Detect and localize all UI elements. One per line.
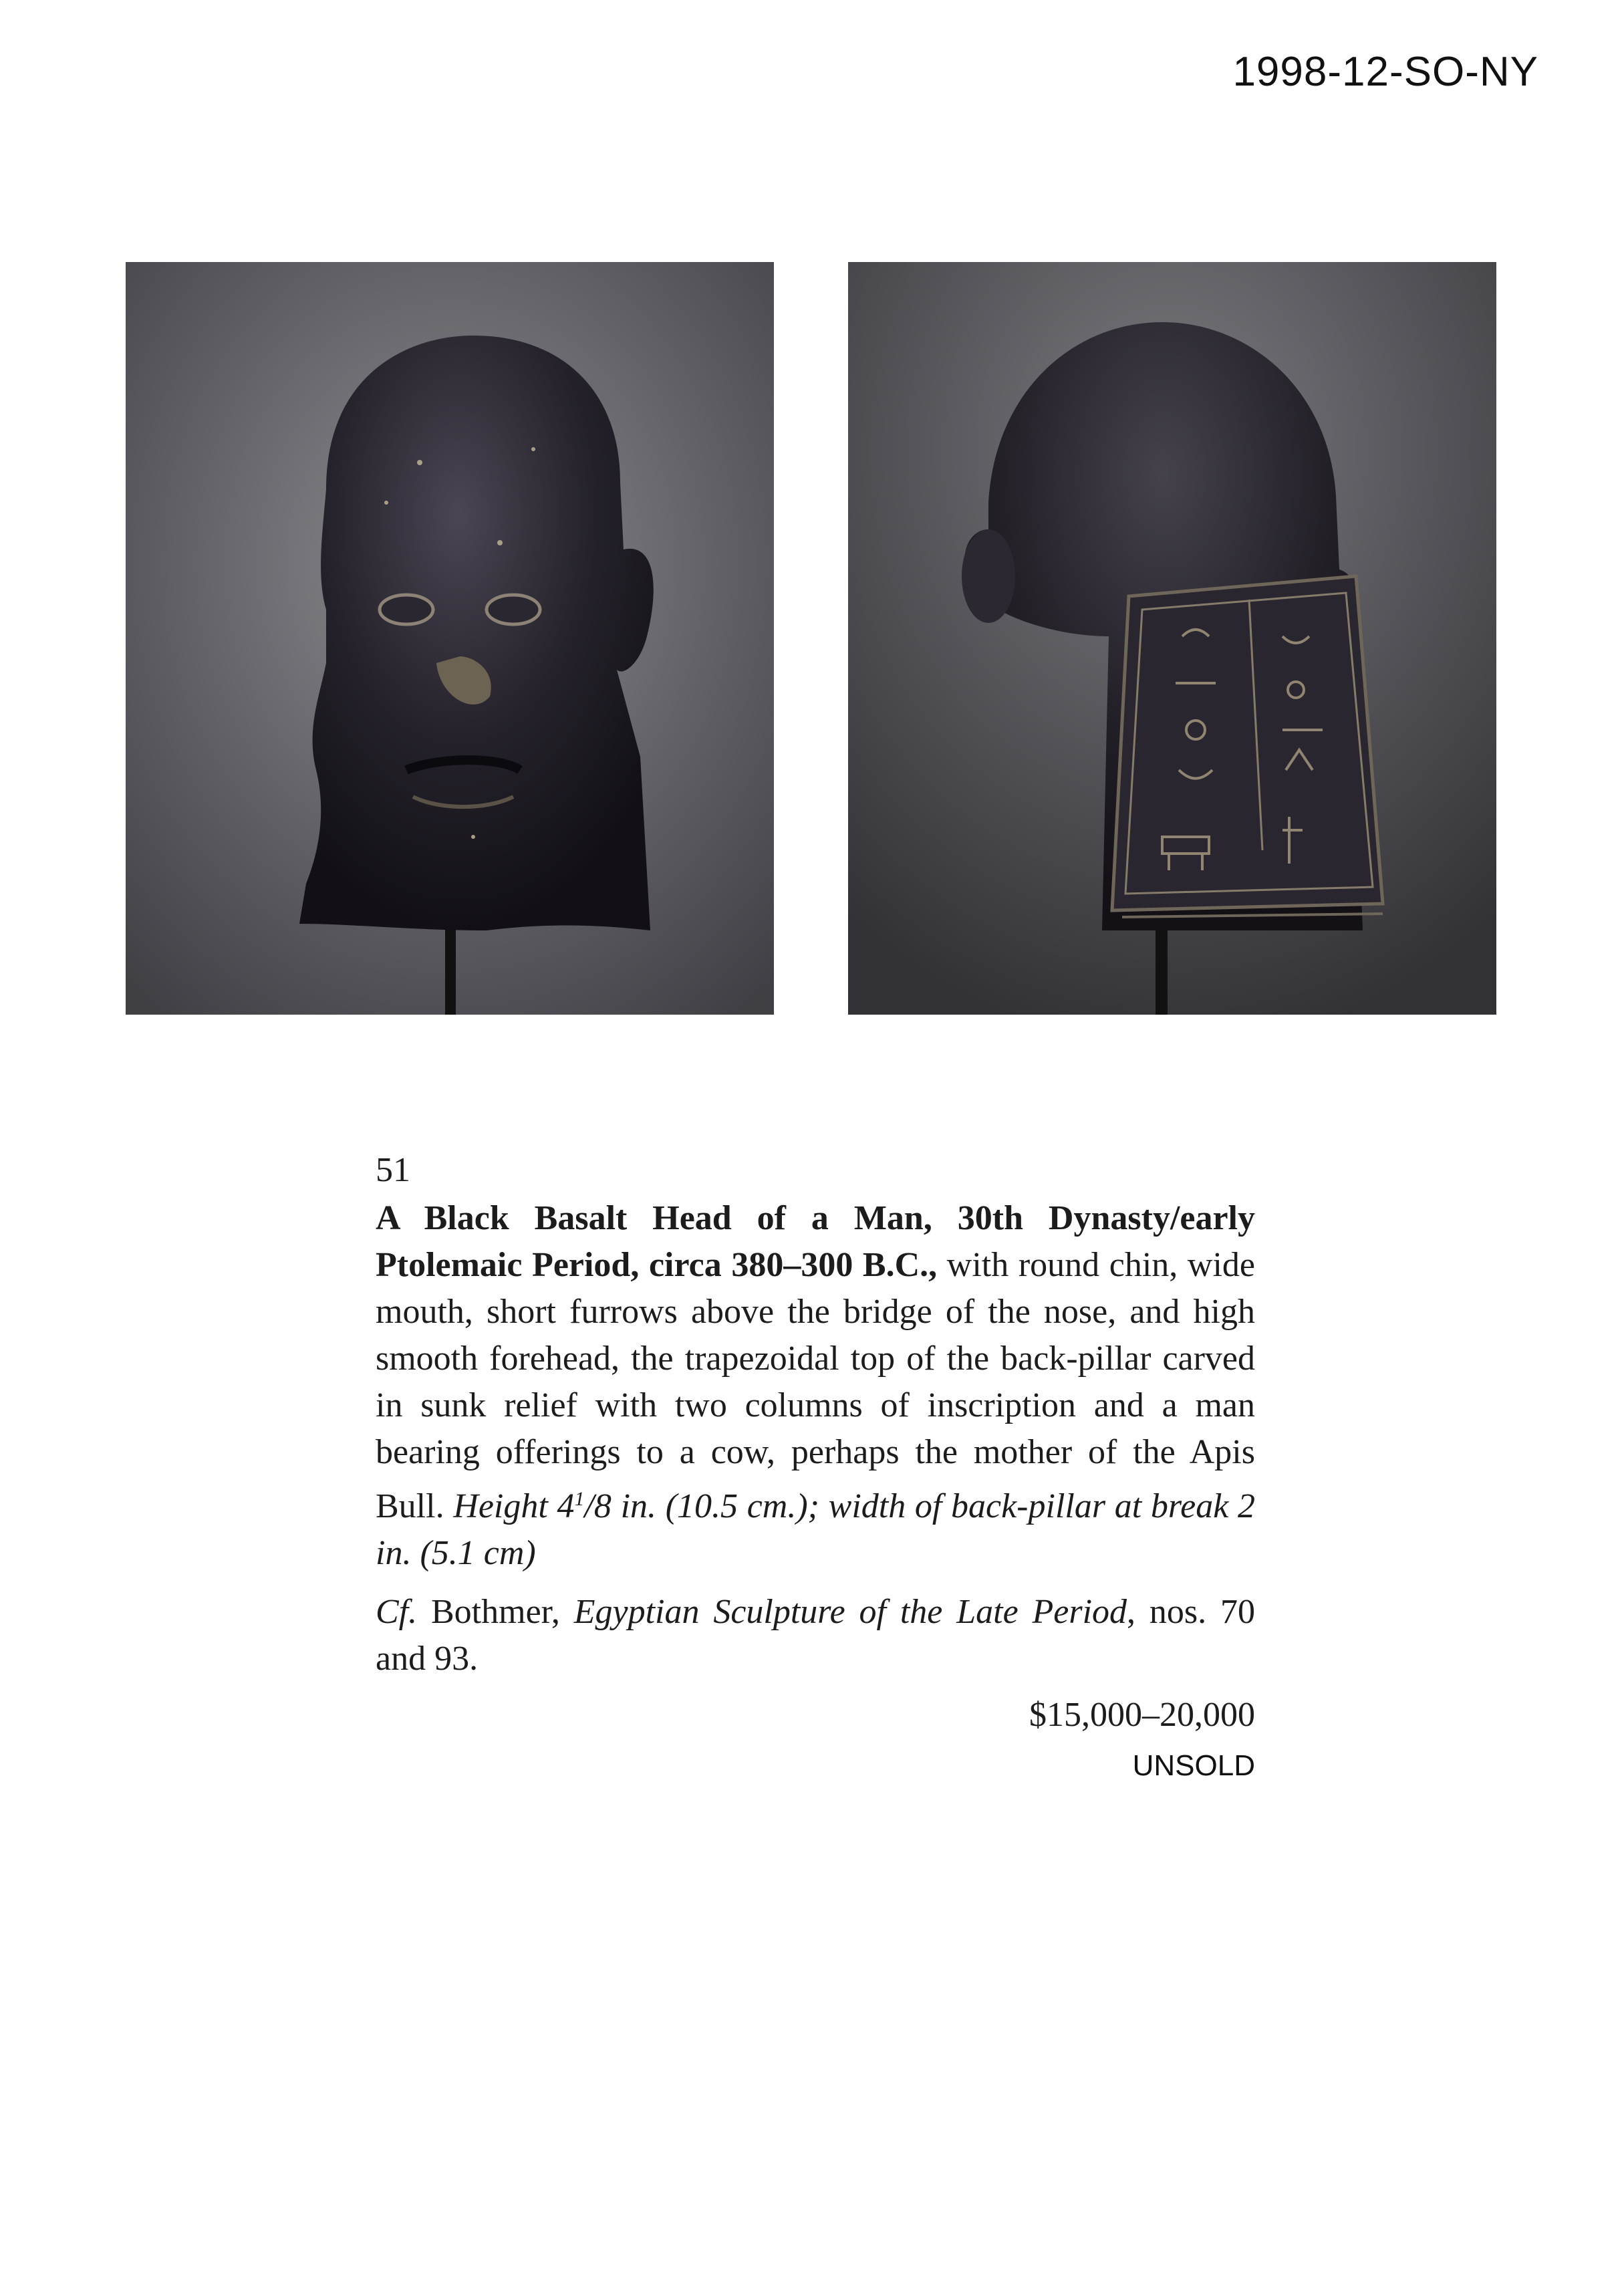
reference-work-title: Egyptian Sculpture of the Late Period bbox=[573, 1593, 1127, 1631]
catalog-entry bbox=[376, 1147, 1255, 1789]
head-back-image bbox=[848, 262, 1496, 1015]
lot-dimensions-height: Height 4 bbox=[453, 1487, 575, 1525]
sale-result: UNSOLD bbox=[1132, 1749, 1255, 1782]
literature-reference bbox=[376, 1589, 1255, 1682]
lot-dimensions-rest: in. (10.5 cm.); width of back-pillar at break 2 in. (5.1 cm) bbox=[376, 1487, 1256, 1572]
lot-description bbox=[376, 1195, 1255, 1577]
estimate: $15,000–20,000 bbox=[1029, 1696, 1255, 1734]
lot-number: 51 bbox=[376, 1151, 410, 1189]
lot-description-text: with round chin, wide mouth, short furrows above the bridge of the nose, and high smooth forehead, the trapezoidal top of the back-pillar carved in sunk relief with two columns of inscription and a man bearing offerings to a cow, perhaps the mother of the Apis Bull. bbox=[376, 1246, 1255, 1525]
basalt-head-front-photo bbox=[126, 262, 774, 1015]
reference-code: 1998-12-SO-NY bbox=[1232, 49, 1538, 95]
fraction-numerator: 1 bbox=[574, 1488, 585, 1510]
lot-title: A Black Basalt Head of a Man, 30th Dynasty/early Ptolemaic Period, circa 380–300 B.C., bbox=[376, 1199, 1255, 1284]
reference-author: Bothmer, bbox=[417, 1593, 574, 1631]
basalt-head-back-pillar-photo bbox=[848, 262, 1496, 1015]
head-front-image bbox=[126, 262, 774, 1015]
fraction-denominator: /8 bbox=[584, 1487, 612, 1525]
cf-abbrev: Cf. bbox=[376, 1593, 418, 1631]
reference-numbers: , nos. 70 and 93. bbox=[376, 1593, 1255, 1678]
